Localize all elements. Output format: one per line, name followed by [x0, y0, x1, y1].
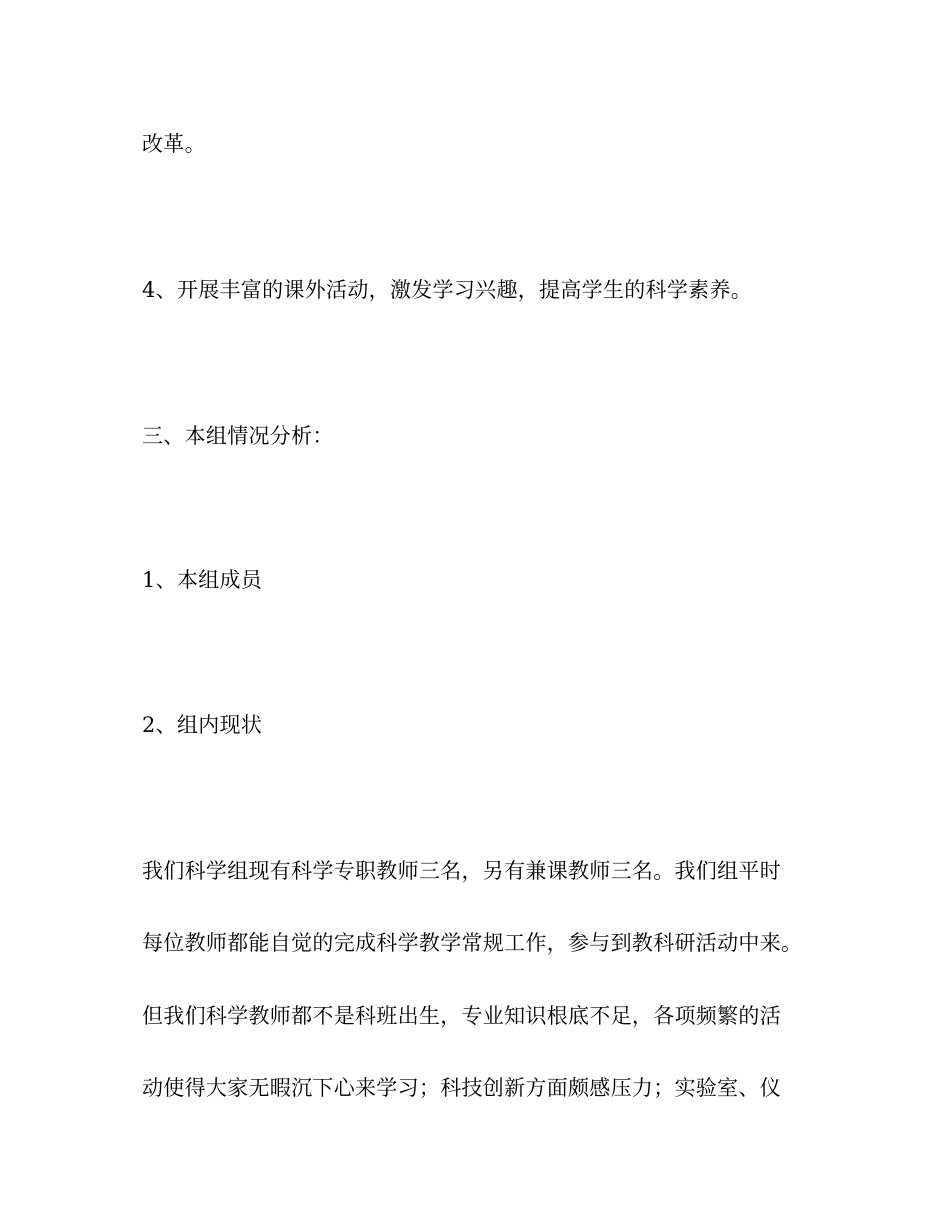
body-text-line: 每位教师都能自觉的完成科学教学常规工作，参与到教科研活动中来。	[142, 931, 803, 955]
subheading-members: 1、本组成员	[142, 568, 263, 592]
paragraph-continuation: 改革。	[142, 132, 206, 156]
subheading-status: 2、组内现状	[142, 713, 263, 737]
list-item-4: 4、开展丰富的课外活动，激发学习兴趣，提高学生的科学素养。	[142, 278, 753, 302]
body-text-line: 我们科学组现有科学专职教师三名，另有兼课教师三名。我们组平时	[142, 859, 781, 883]
body-text-line: 但我们科学教师都不是科班出生，专业知识根底不足，各项频繁的活	[142, 1004, 781, 1028]
section-heading-3: 三、本组情况分析：	[142, 424, 334, 448]
body-text-line: 动使得大家无暇沉下心来学习；科技创新方面颇感压力；实验室、仪	[142, 1076, 781, 1100]
